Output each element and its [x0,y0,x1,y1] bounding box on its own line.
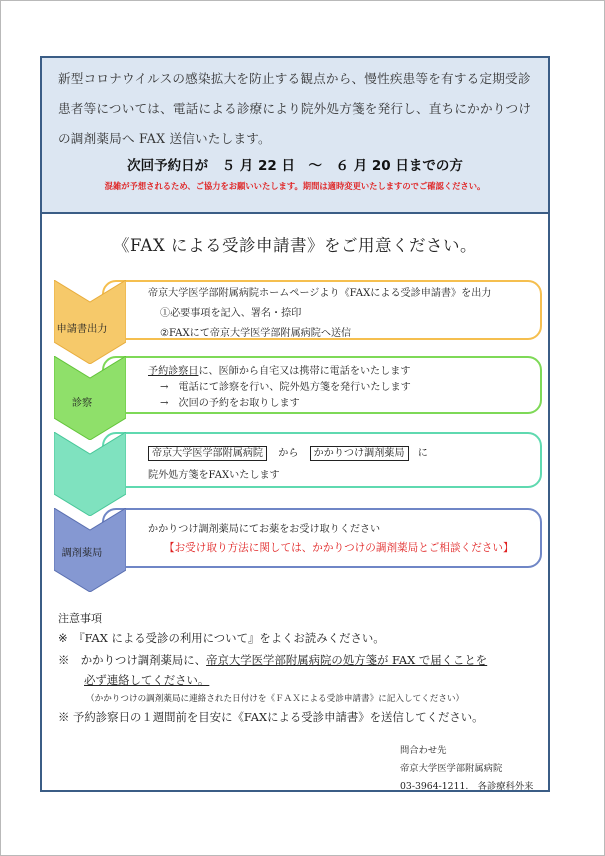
notes-title: 注意事項 [58,612,102,625]
note-2-prefix: ※ かかりつけ調剤薬局に、 [58,653,207,667]
step-3-line-1 [148,444,428,459]
contact-label: 問合わせ先 [400,745,447,756]
step-4-label: 調剤薬局 [61,548,103,559]
step-3-arrow-icon [54,432,126,516]
step-1-label: 申請書出力 [56,324,108,335]
pharmacy-box: かかりつけ調剤薬局 [310,446,409,461]
step-2-label: 診察 [71,398,93,409]
step-3-to: に [417,448,428,459]
step-3-from: から [278,448,299,459]
note-2-detail: （かかりつけの調剤薬局に連絡された日付けを《ＦＡＸによる受診申請書》に記入してください） [86,694,465,704]
step-4-box [102,508,542,568]
step-2-line-2: → 電話にて診察を行い、院外処方箋を発行いたします [160,382,411,393]
note-2-underlined: 帝京大学医学部附属病院の処方箋が FAX で届くことを [206,653,488,667]
step-1-line-1: 帝京大学医学部附属病院ホームページより《FAXによる受診申請書》を出力 [148,288,492,299]
appointment-day-text: 予約診察日 [148,366,199,377]
step-4-line-1: かかりつけ調剤薬局にてお薬をお受け取りください [148,524,381,535]
note-3: ※ 予約診察日の１週間前を目安に《FAXによる受診申請書》を送信してください。 [58,710,484,724]
step-2-line-1-rest: に、医師から自宅又は携帯に電話をいたします [198,366,411,377]
notice-panel [42,58,548,214]
contact-hospital: 帝京大学医学部附属病院 [400,763,503,774]
step-2-line-3: → 次回の予約をお取りします [160,398,300,409]
note-2 [58,652,487,668]
step-2-line-1 [148,362,410,377]
appointment-dates: 次回予約日が ５ 月 22 日 ～ ６ 月 20 日までの方 [127,158,463,174]
note-1: ※ 『FAX による受診の利用について』をよくお読みください。 [58,631,385,645]
contact-phone: 03-3964-1211. 各診療科外来 [400,781,534,792]
step-1-line-2: ①必要事項を記入、署名・捺印 [160,308,302,319]
flyer-frame [40,56,550,792]
note-2-line-2: 必ず連絡してください。 [84,673,210,687]
notice-caution: 混雑が予想されるため、ご協力をお願いいたします。期間は適時変更いたしますのでご確認ください。 [104,181,486,191]
main-title: 《FAX による受診申請書》をご用意ください。 [113,236,477,255]
step-1-line-3: ②FAXにて帝京大学医学部附属病院へ送信 [160,328,352,339]
step-3-line-2: 院外処方箋をFAXいたします [148,470,280,481]
hospital-box: 帝京大学医学部附属病院 [148,446,267,461]
notice-text: 新型コロナウイルスの感染拡大を防止する観点から、慢性疾患等を有する定期受診患者等については、電話による診療により院外処方箋を発行し、直ちにかかりつけの調剤薬局へ FAX 送信いたします。 [58,71,532,146]
step-4-line-2: 【お受け取り方法に関しては、かかりつけの調剤薬局とご相談ください】 [164,542,514,554]
